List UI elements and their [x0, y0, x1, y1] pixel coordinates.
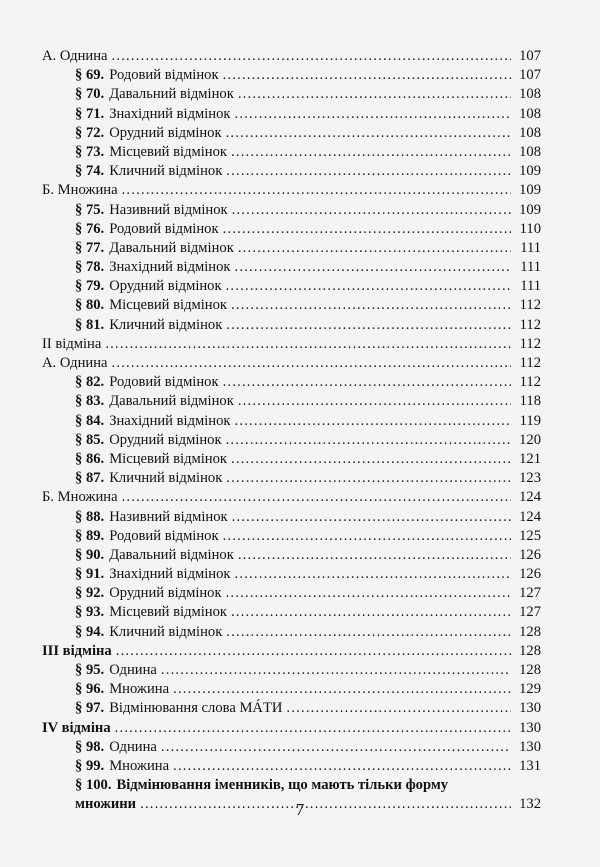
page-ref: 111: [520, 239, 541, 256]
section-title: Однина: [109, 662, 157, 678]
toc-entry: [42, 316, 541, 335]
toc-entry: [42, 527, 541, 546]
dot-leader: [231, 296, 511, 315]
page-ref: 110: [519, 220, 541, 237]
section-number: § 94.: [75, 623, 105, 640]
toc-heading: [42, 719, 541, 738]
page-ref: 111: [520, 278, 541, 295]
section-number: § 80.: [75, 297, 105, 314]
section-title: Орудний відмінок: [109, 278, 222, 295]
section-number: § 86.: [75, 450, 105, 467]
dot-leader: [231, 143, 511, 162]
toc-entry: [42, 392, 541, 411]
section-number: § 70.: [75, 86, 105, 103]
dot-leader: [226, 316, 511, 335]
page-ref: 108: [519, 124, 541, 141]
toc-entry: [42, 757, 541, 776]
toc-entry: [42, 680, 541, 699]
heading-title: Б. Множина: [42, 489, 118, 506]
dot-leader: [173, 680, 511, 699]
page-ref: 130: [519, 738, 541, 755]
page-ref: 123: [519, 470, 541, 487]
section-title: Місцевий відмінок: [109, 450, 227, 467]
toc-entry: [42, 239, 541, 258]
toc-entry: [42, 603, 541, 622]
section-number: § 83.: [75, 393, 105, 410]
toc-entry: [42, 143, 541, 162]
dot-leader: [226, 469, 511, 488]
toc-heading: [42, 488, 541, 507]
page-ref: 124: [519, 508, 541, 525]
page-ref: 109: [519, 163, 541, 180]
dot-leader: [235, 258, 512, 277]
section-title: Знахідний відмінок: [109, 105, 231, 122]
section-number: § 95.: [75, 662, 105, 678]
section-title: Кличний відмінок: [109, 470, 223, 487]
page-ref: 121: [519, 450, 541, 467]
dot-leader: [173, 757, 511, 776]
section-number: § 74.: [75, 163, 105, 180]
section-number: § 81.: [75, 316, 105, 333]
section-title: Місцевий відмінок: [109, 604, 227, 621]
dot-leader: [105, 335, 511, 354]
toc-entry: [42, 508, 541, 527]
section-number: § 91.: [75, 566, 105, 583]
page-ref: 119: [519, 412, 541, 429]
dot-leader: [112, 354, 511, 373]
section-number: § 97.: [75, 700, 105, 717]
section-title: Називний відмінок: [109, 508, 228, 525]
heading-title: А. Однина: [42, 48, 108, 64]
toc-entry: [42, 162, 541, 181]
page-ref: 125: [519, 527, 541, 544]
section-number: § 90.: [75, 546, 105, 563]
section-title: Родовий відмінок: [109, 374, 219, 391]
page-ref: 112: [519, 297, 541, 314]
toc-entry: [42, 277, 541, 296]
section-title: Кличний відмінок: [109, 316, 223, 333]
dot-leader: [231, 450, 511, 469]
dot-leader: [223, 527, 511, 546]
section-number: § 100.: [75, 777, 112, 794]
section-title: Орудний відмінок: [109, 585, 222, 602]
section-title: Орудний відмінок: [109, 431, 222, 448]
page-ref: 120: [519, 431, 541, 448]
dot-leader: [226, 623, 511, 642]
dot-leader: [238, 546, 511, 565]
dot-leader: [226, 124, 511, 143]
section-number: § 96.: [75, 681, 105, 698]
page-ref: 112: [519, 355, 541, 371]
section-title: Множина: [109, 757, 170, 774]
page-ref: 112: [519, 374, 541, 391]
heading-title: III відміна: [42, 642, 112, 659]
dot-leader: [115, 719, 511, 738]
toc-entry: [42, 105, 541, 124]
section-title: Родовий відмінок: [109, 67, 219, 84]
section-number: § 99.: [75, 757, 105, 774]
toc-entry: [42, 584, 541, 603]
section-title: Однина: [109, 738, 157, 755]
toc-entry: [42, 450, 541, 469]
page-ref: 128: [519, 642, 541, 659]
section-title-continued: множини: [75, 796, 137, 813]
dot-leader: [226, 162, 511, 181]
section-number: § 72.: [75, 124, 105, 141]
page-ref: 124: [519, 489, 541, 506]
section-number: § 98.: [75, 738, 105, 755]
page-ref: 126: [519, 566, 541, 583]
section-title: Родовий відмінок: [109, 527, 219, 544]
section-title: Називний відмінок: [109, 201, 228, 218]
section-title: Знахідний відмінок: [109, 412, 231, 429]
dot-leader: [235, 565, 512, 584]
section-title: Давальний відмінок: [109, 239, 234, 256]
page-ref: 128: [519, 662, 541, 678]
dot-leader: [122, 181, 511, 200]
page-ref: 128: [519, 623, 541, 640]
toc-entry: [42, 373, 541, 392]
section-number: § 73.: [75, 143, 105, 160]
page-ref: 129: [519, 681, 541, 698]
dot-leader: [235, 412, 512, 431]
dot-leader: [238, 239, 511, 258]
section-title: Множина: [109, 681, 170, 698]
dot-leader: [226, 277, 511, 296]
toc-entry: [42, 699, 541, 718]
section-title: Орудний відмінок: [109, 124, 222, 141]
toc-heading: [42, 354, 541, 373]
heading-title: А. Однина: [42, 355, 108, 371]
page-ref: 109: [519, 182, 541, 199]
dot-leader: [116, 642, 511, 661]
dot-leader: [231, 603, 511, 622]
page-number: 7: [295, 800, 305, 819]
toc-entry: [42, 431, 541, 450]
section-title: Відмінювання слова МÁТИ: [109, 700, 283, 717]
page-ref: 127: [519, 585, 541, 602]
page-ref: 107: [519, 48, 541, 64]
page-ref: 118: [519, 393, 541, 410]
section-number: § 85.: [75, 431, 105, 448]
toc-heading: [42, 181, 541, 200]
dot-leader: [223, 220, 511, 239]
toc-entry: [42, 124, 541, 143]
section-title: Давальний відмінок: [109, 546, 234, 563]
section-number: § 93.: [75, 604, 105, 621]
toc-entry: [42, 296, 541, 315]
section-title: Знахідний відмінок: [109, 566, 231, 583]
page-ref: 111: [520, 259, 541, 276]
toc-heading: [42, 642, 541, 661]
toc-entry: [42, 412, 541, 431]
toc-entry: [42, 546, 541, 565]
section-title: Давальний відмінок: [109, 393, 234, 410]
section-title: Відмінювання іменників, що мають тільки форму: [116, 777, 449, 794]
toc-heading: [42, 335, 541, 354]
toc-entry: [42, 565, 541, 584]
section-number: § 78.: [75, 259, 105, 276]
toc-entry: [42, 469, 541, 488]
section-title: Кличний відмінок: [109, 163, 223, 180]
dot-leader: [238, 392, 511, 411]
dot-leader: [232, 508, 511, 527]
toc-entry: [42, 623, 541, 642]
section-number: § 87.: [75, 470, 105, 487]
section-title: Місцевий відмінок: [109, 297, 227, 314]
heading-title: IV відміна: [42, 719, 111, 736]
heading-title: Б. Множина: [42, 182, 118, 199]
section-number: § 92.: [75, 585, 105, 602]
toc-entry: [42, 201, 541, 220]
page-ref: 130: [519, 700, 541, 717]
dot-leader: [235, 105, 512, 124]
section-title: Місцевий відмінок: [109, 143, 227, 160]
section-number: § 69.: [75, 67, 105, 84]
page-ref: 131: [519, 757, 541, 774]
section-number: § 71.: [75, 105, 105, 122]
page-ref: 127: [519, 604, 541, 621]
toc-entry: [42, 85, 541, 104]
section-title: Родовий відмінок: [109, 220, 219, 237]
dot-leader: [161, 738, 511, 757]
dot-leader: [223, 66, 511, 85]
section-number: § 79.: [75, 278, 105, 295]
page-ref: 107: [519, 67, 541, 84]
section-title: Давальний відмінок: [109, 86, 234, 103]
page-ref: 108: [519, 86, 541, 103]
page-ref: 126: [519, 546, 541, 563]
toc-entry: [42, 66, 541, 85]
dot-leader: [223, 373, 511, 392]
toc-heading: [42, 47, 541, 66]
section-number: § 89.: [75, 527, 105, 544]
dot-leader: [122, 488, 511, 507]
dot-leader: [226, 431, 511, 450]
page-ref: 130: [519, 719, 541, 736]
section-number: § 88.: [75, 508, 105, 525]
section-title: Знахідний відмінок: [109, 259, 231, 276]
dot-leader: [226, 584, 511, 603]
page-ref: 112: [519, 316, 541, 333]
section-number: § 75.: [75, 201, 105, 218]
section-number: § 77.: [75, 239, 105, 256]
toc-entry: [42, 220, 541, 239]
page-ref: 109: [519, 201, 541, 218]
dot-leader: [112, 47, 511, 66]
dot-leader: [286, 699, 511, 718]
toc-entry-text-wrap: [75, 776, 448, 795]
page-ref: 108: [519, 143, 541, 160]
dot-leader: [238, 85, 511, 104]
section-number: § 76.: [75, 220, 105, 237]
section-title: Кличний відмінок: [109, 623, 223, 640]
section-number: § 82.: [75, 374, 105, 391]
section-number: § 84.: [75, 412, 105, 429]
page-ref: 132: [519, 796, 541, 813]
toc-entry: [42, 738, 541, 757]
toc-entry: [42, 258, 541, 277]
page-ref: 112: [519, 335, 541, 352]
page-ref: 108: [519, 105, 541, 122]
dot-leader: [232, 201, 511, 220]
heading-title: II відміна: [42, 335, 102, 352]
toc-entry: [42, 661, 541, 680]
dot-leader: [161, 661, 511, 680]
table-of-contents: [42, 47, 541, 815]
